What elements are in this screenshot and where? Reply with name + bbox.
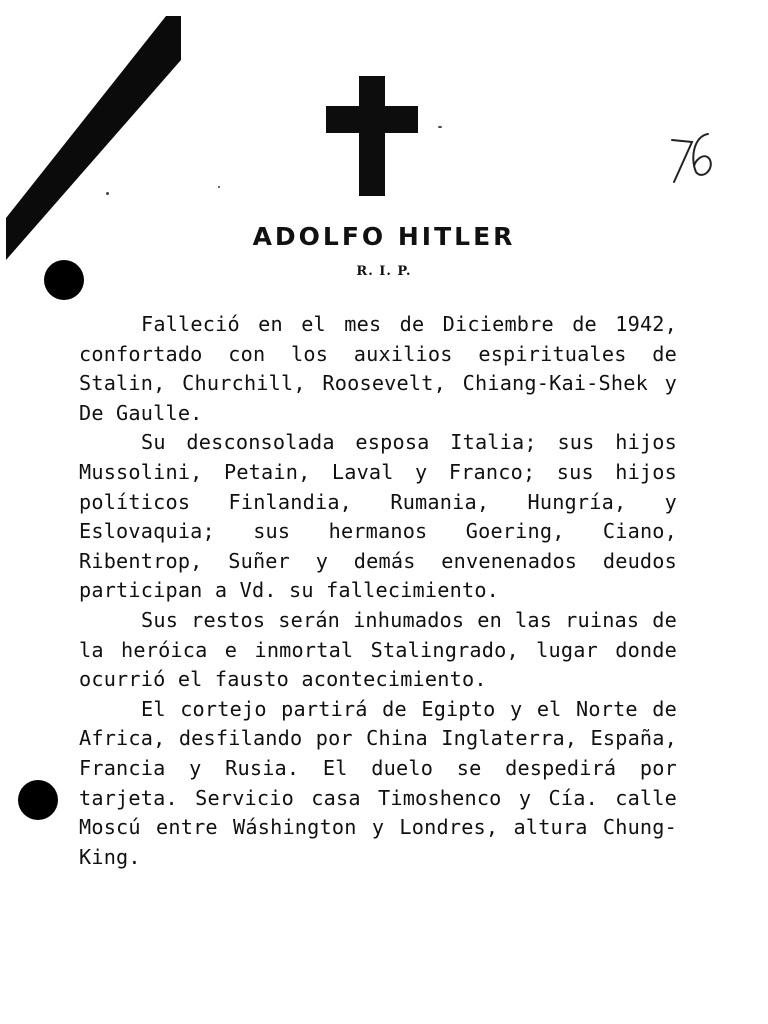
paragraph: Sus restos serán inhumados en las ruinas de la heróica e inmortal Stalingrado, lugar donde ocurrió el fausto acontecimiento.: [79, 607, 677, 692]
handwritten-page-number: [664, 128, 720, 192]
punch-hole-bottom: [18, 780, 58, 820]
obituary-title: ADOLFO HITLER: [252, 222, 516, 251]
paragraph: El cortejo partirá de Egipto y el Norte de Africa, desfilando por China Inglaterra, España, Francia y Rusia. El duelo se despedirá por tarjeta. Servicio casa Timoshenco y Cía. calle Moscú entre Wáshington y Londres, altura Chung-King.: [79, 696, 677, 869]
paper-speck: [438, 126, 442, 128]
paper-speck: [106, 192, 109, 195]
obituary-rip: R. I. P.: [356, 264, 412, 279]
obituary-body: [79, 310, 677, 872]
latin-cross-icon: [326, 76, 418, 196]
paragraph: Su desconsolada esposa Italia; sus hijos Mussolini, Petain, Laval y Franco; sus hijos políticos Finlandia, Rumania, Hungría, y Eslovaquia; sus hermanos Goering, Ciano, Ribentrop, Suñer y demás envenenados deudos participan a Vd. su fallecimiento.: [79, 430, 677, 603]
paragraph: Falleció en el mes de Diciembre de 1942, confortado con los auxilios espirituales de Stalin, Churchill, Roosevelt, Chiang-Kai-Shek y De Gaulle.: [79, 312, 677, 425]
paper-speck: [218, 186, 220, 188]
